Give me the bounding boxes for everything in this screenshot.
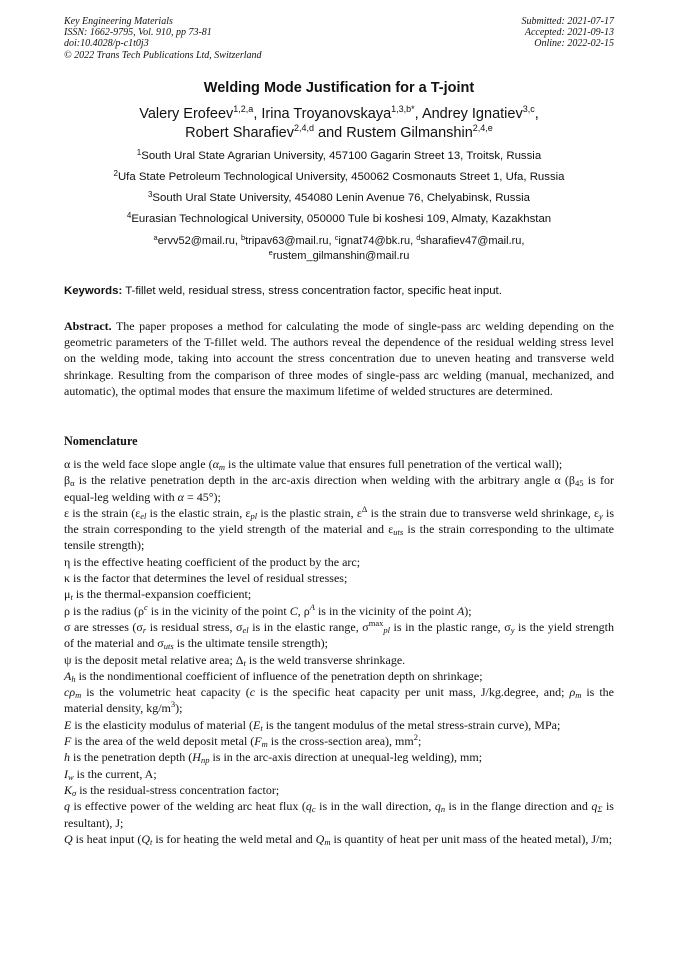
nomenclature-text: is the elasticity modulus of material ( — [71, 717, 253, 732]
symbol-subscript: uts — [163, 641, 174, 652]
symbol-subscript: h — [71, 673, 76, 684]
journal-name: Key Engineering Materials — [64, 16, 173, 27]
nomenclature-entry — [64, 749, 614, 765]
nomenclature-text: α is the weld face slope angle ( — [64, 457, 213, 471]
affiliation-text: South Ural State University, 454080 Lenin Avenue 76, Chelyabinsk, Russia — [152, 192, 531, 204]
symbol-subscript: w — [68, 771, 74, 782]
nomenclature-text: H — [192, 750, 201, 765]
nomenclature-text: is the elastic strain, ε — [146, 505, 251, 520]
nomenclature-text: α — [212, 457, 219, 471]
affiliation — [40, 213, 638, 225]
nomenclature-text: is the area of the weld deposit metal ( — [71, 734, 255, 749]
nomenclature-text: η is the effective heating coefficient of the product by the arc; — [64, 554, 361, 569]
journal-copyright: © 2022 Trans Tech Publications Ltd, Switzerland — [64, 49, 262, 61]
symbol-subscript: pl — [250, 510, 258, 521]
nomenclature-text: I — [64, 766, 68, 781]
nomenclature-entry — [64, 603, 614, 619]
email-marker: c — [334, 233, 339, 242]
nomenclature-text: Q — [64, 831, 73, 846]
nomenclature-text: is in the wall direction, — [315, 799, 435, 814]
nomenclature-text: is the weld transverse shrinkage. — [245, 652, 406, 667]
author-separator: , — [534, 106, 539, 122]
nomenclature-text: q — [591, 799, 598, 814]
nomenclature-text: is the nondimentional coefficient of influence of the penetration depth on shrinkage; — [75, 668, 483, 683]
author-separator: and — [314, 125, 347, 141]
author-separator: , — [414, 106, 422, 122]
symbol-superscript: c — [143, 601, 148, 612]
nomenclature-text: q — [305, 799, 312, 814]
nomenclature-list — [64, 456, 614, 847]
nomenclature-text: is quantity of heat per unit mass of the heated metal), J/m; — [330, 831, 613, 846]
section-heading: Nomenclature — [64, 434, 138, 448]
journal-info — [64, 16, 262, 61]
nomenclature-text: is heat input ( — [72, 831, 142, 846]
email-marker: e — [268, 248, 273, 257]
nomenclature-text: is the strain corresponding to the ultimate tensile strength); — [64, 522, 614, 553]
nomenclature-text: ρ — [569, 685, 576, 700]
symbol-subscript: m — [261, 739, 268, 750]
journal-doi: doi:10.4028/p-c1t0j3 — [64, 38, 149, 50]
nomenclature-entry — [64, 733, 614, 749]
affiliation-number: 4 — [126, 211, 132, 220]
nomenclature-text: E — [64, 717, 72, 732]
abstract-label: Abstract. — [64, 319, 112, 333]
nomenclature-text: cρ — [64, 685, 76, 700]
nomenclature-entry — [64, 586, 614, 602]
nomenclature-text: ); — [464, 603, 472, 618]
symbol-superscript: 2 — [413, 732, 418, 743]
date-online: Online: 2022-02-15 — [534, 38, 614, 50]
nomenclature-text: is the ultimate tensile strength); — [173, 636, 328, 651]
symbol-subscript: t — [260, 722, 263, 733]
email-marker: b — [241, 233, 246, 242]
abstract — [64, 318, 614, 399]
affiliation-text: South Ural State Agrarian University, 457100 Gagarin Street 13, Troitsk, Russia — [141, 150, 542, 162]
nomenclature-text: Q — [315, 831, 325, 846]
nomenclature-entry — [64, 798, 614, 831]
symbol-subscript: t — [150, 836, 153, 847]
author-name: Rustem Gilmanshin — [346, 125, 473, 141]
nomenclature-text: = 45°); — [183, 489, 221, 504]
email-marker: a — [153, 233, 158, 242]
nomenclature-text: C — [289, 603, 298, 618]
nomenclature-text: is in the vicinity of the point — [147, 603, 290, 618]
nomenclature-text: ); — [175, 701, 183, 716]
abstract-text: The paper proposes a method for calculating the mode of single-pass arc welding depending on the geometric parameters of the T-fillet weld. The authors reveal the dependence of the residual welding stress level on the welding mode, taking into account the stress concentration due to uneven heating and transverse weld shrinkage. Resulting from the comparison of three modes of single-pass arc welding (manual, mechanized, and automatic), the optimal modes that ensure the maximum lifetime of welded structures are determined. — [64, 319, 614, 398]
nomenclature-text: h — [64, 750, 70, 765]
nomenclature-text: q — [64, 799, 70, 814]
author-affiliation-marker: 2,4,d — [293, 123, 315, 133]
symbol-superscript: Δ — [361, 503, 368, 514]
symbol-subscript: t — [243, 657, 246, 668]
symbol-subscript: Σ — [597, 804, 603, 815]
symbol-subscript: uts — [393, 527, 404, 538]
nomenclature-text: is in the flange direction and — [445, 799, 592, 814]
symbol-subscript: m — [575, 690, 582, 701]
nomenclature-text: is the residual-stress concentration factor; — [76, 782, 280, 797]
author-affiliation-marker: 1,3,b* — [391, 104, 415, 114]
affiliation — [40, 171, 638, 183]
nomenclature-text: is the material density, kg/m — [64, 685, 614, 716]
nomenclature-text: is for heating the weld metal and — [152, 831, 316, 846]
symbol-subscript: n — [440, 804, 446, 815]
symbol-subscript: c — [311, 804, 316, 815]
symbol-subscript: α — [70, 478, 75, 489]
symbol-subscript: el — [242, 624, 249, 635]
email-address: tripav63@mail.ru, — [245, 235, 335, 247]
nomenclature-entry — [64, 766, 614, 782]
nomenclature-entry — [64, 652, 614, 668]
symbol-subscript: pl — [383, 624, 390, 635]
symbol-subscript: σ — [72, 787, 77, 798]
keywords — [64, 285, 616, 297]
symbol-superscript: max — [368, 617, 384, 628]
author-separator: , — [253, 106, 262, 122]
symbol-subscript: y — [599, 510, 603, 521]
symbol-subscript: y — [510, 624, 515, 635]
nomenclature-text: is the current, A; — [73, 766, 157, 781]
author-name: Valery Erofeev — [139, 106, 234, 122]
author-emails — [60, 234, 618, 264]
symbol-subscript: np — [200, 755, 210, 766]
symbol-subscript: m — [218, 462, 226, 472]
symbol-subscript: 45 — [575, 478, 584, 489]
symbol-subscript: t — [70, 592, 73, 603]
nomenclature-text: F — [254, 734, 262, 749]
nomenclature-text: is for equal-leg welding with — [64, 473, 614, 504]
affiliation-number: 1 — [136, 148, 142, 157]
affiliation-number: 2 — [113, 169, 118, 178]
date-accepted: Accepted: 2021-09-13 — [524, 27, 614, 39]
nomenclature-text: A — [64, 668, 72, 683]
nomenclature-text: ; — [417, 734, 422, 749]
nomenclature-text: β — [64, 473, 71, 488]
nomenclature-text: is the penetration depth ( — [70, 750, 193, 765]
author-affiliation-marker: 3,c — [522, 104, 535, 114]
nomenclature-text: κ is the factor that determines the level of residual stresses; — [64, 571, 348, 586]
date-submitted: Submitted: 2021-07-17 — [521, 16, 614, 27]
nomenclature-text: is the cross-section area), mm — [267, 734, 414, 749]
nomenclature-text: , ρ — [297, 603, 310, 618]
email-marker: d — [416, 233, 421, 242]
symbol-superscript: 3 — [170, 699, 176, 710]
nomenclature-text: is the strain due to transverse weld shrinkage, ε — [367, 505, 599, 520]
nomenclature-text: α — [177, 489, 184, 504]
symbol-subscript: m — [75, 690, 82, 701]
affiliation — [40, 150, 638, 162]
symbol-subscript: el — [140, 510, 147, 521]
email-address: rustem_gilmanshin@mail.ru — [272, 250, 410, 262]
nomenclature-text: is the volumetric heat capacity ( — [81, 685, 250, 700]
author-list — [60, 105, 618, 143]
affiliation-number: 3 — [147, 190, 153, 199]
publication-dates — [522, 16, 615, 50]
nomenclature-entry — [64, 782, 614, 798]
nomenclature-text: is in the elastic range, σ — [248, 619, 369, 634]
nomenclature-text: K — [64, 782, 73, 797]
author-name: Andrey Ignatiev — [421, 106, 523, 122]
nomenclature-entry — [64, 505, 614, 554]
nomenclature-text: is the tangent modulus of the metal stress-strain curve), MPa; — [262, 717, 561, 732]
nomenclature-text: is in the arc-axis direction at unequal-leg welding), mm; — [209, 750, 483, 765]
nomenclature-text: is the strain corresponding to the yield strength of the material and ε — [64, 505, 615, 537]
nomenclature-entry — [64, 570, 614, 586]
symbol-superscript: A — [309, 601, 315, 612]
nomenclature-entry — [64, 456, 614, 472]
journal-issn: ISSN: 1662-9795, Vol. 910, pp 73-81 — [64, 27, 212, 39]
email-address: ervv52@mail.ru, — [157, 235, 242, 247]
nomenclature-text: ρ is the radius (ρ — [64, 603, 144, 618]
nomenclature-text: ψ is the deposit metal relative area; Δ — [64, 652, 244, 667]
nomenclature-entry — [64, 472, 614, 505]
author-name: Irina Troyanovskaya — [261, 106, 392, 122]
nomenclature-text: is the plastic strain, ε — [257, 505, 362, 520]
nomenclature-text: is the ultimate value that ensures full penetration of the vertical wall); — [225, 457, 563, 471]
nomenclature-entry — [64, 554, 614, 570]
nomenclature-entry — [64, 619, 614, 652]
author-affiliation-marker: 2,4,e — [472, 123, 493, 133]
nomenclature-text: is residual stress, σ — [146, 619, 243, 634]
nomenclature-text: q — [434, 799, 441, 814]
symbol-subscript: r — [142, 624, 147, 635]
affiliation-text: Ufa State Petroleum Technological University, 450062 Cosmonauts Street 1, Ufa, Russia — [117, 171, 565, 183]
nomenclature-text: is in the vicinity of the point — [314, 603, 457, 618]
nomenclature-text: c — [249, 685, 256, 700]
nomenclature-text: E — [252, 717, 261, 732]
nomenclature-text: σ are stresses (σ — [64, 619, 143, 634]
nomenclature-text: is the yield strength of the material and σ — [64, 619, 614, 651]
affiliation-text: Eurasian Technological University, 050000 Tule bi koshesi 109, Almaty, Kazakhstan — [131, 213, 552, 225]
nomenclature-text: Q — [141, 831, 150, 846]
nomenclature-text: is in the plastic range, σ — [389, 619, 511, 634]
symbol-subscript: m — [324, 836, 331, 847]
affiliation — [40, 192, 638, 204]
email-address: sharafiev47@mail.ru, — [420, 235, 525, 247]
nomenclature-text: A — [456, 603, 465, 618]
keywords-label: Keywords: — [64, 285, 123, 297]
nomenclature-entry — [64, 684, 614, 717]
nomenclature-text: F — [64, 734, 72, 749]
nomenclature-entry — [64, 717, 614, 733]
paper-title: Welding Mode Justification for a T-joint — [203, 80, 475, 96]
nomenclature-text: is the specific heat capacity per unit mass, J/kg.degree, and; — [255, 685, 570, 700]
nomenclature-text: is the relative penetration depth in the arc-axis direction when welding with the arbitrary angle α (β — [74, 473, 575, 488]
nomenclature-text: μ — [64, 587, 71, 602]
nomenclature-text: ε is the strain (ε — [64, 505, 141, 520]
nomenclature-text: is the thermal-expansion coefficient; — [72, 587, 252, 602]
author-name: Robert Sharafiev — [185, 125, 294, 141]
nomenclature-entry — [64, 668, 614, 684]
nomenclature-text: is effective power of the welding arc heat flux ( — [70, 799, 306, 814]
email-address: ignat74@bk.ru, — [338, 235, 417, 247]
keywords-text: T-fillet weld, residual stress, stress concentration factor, specific heat input. — [122, 285, 502, 297]
nomenclature-text: is resultant), J; — [64, 799, 614, 830]
author-affiliation-marker: 1,2,a — [233, 104, 254, 114]
nomenclature-entry — [64, 831, 614, 847]
